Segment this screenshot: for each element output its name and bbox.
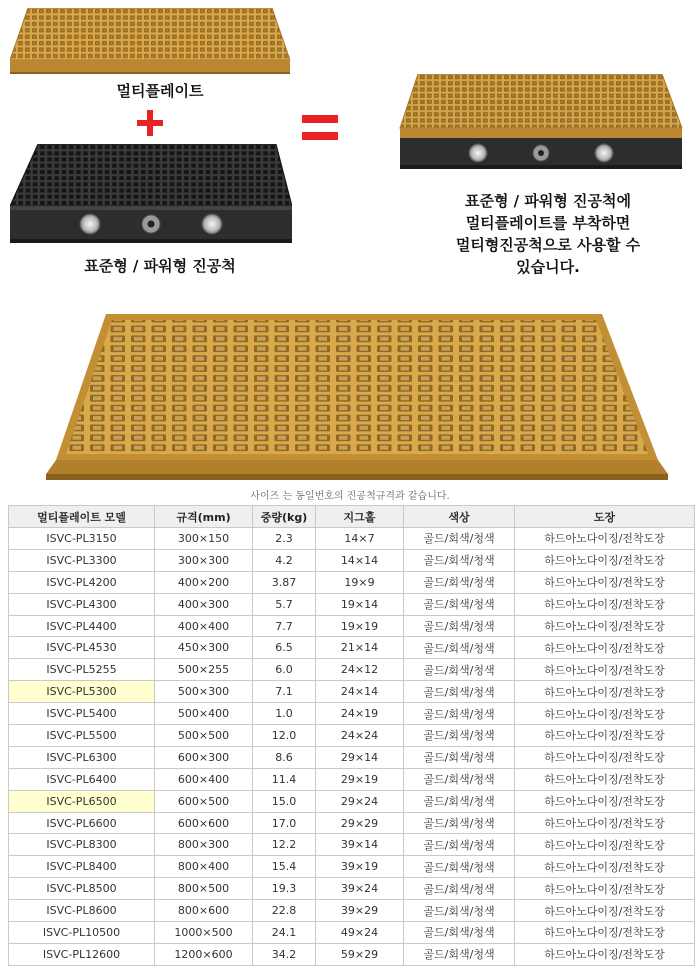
- cell-weight: 7.7: [253, 615, 316, 637]
- cell-paint: 하드아노다이징/전착도장: [515, 834, 695, 856]
- cell-weight: 7.1: [253, 681, 316, 703]
- cell-model: ISVC-PL8500: [9, 878, 155, 900]
- cell-jig-hole: 14×14: [316, 549, 404, 571]
- cell-size: 500×500: [155, 725, 253, 747]
- cell-weight: 24.1: [253, 922, 316, 944]
- cell-paint: 하드아노다이징/전착도장: [515, 746, 695, 768]
- cell-weight: 19.3: [253, 878, 316, 900]
- header-color: 색상: [404, 506, 515, 528]
- cell-size: 400×400: [155, 615, 253, 637]
- cell-size: 1200×600: [155, 943, 253, 965]
- cell-jig-hole: 19×14: [316, 593, 404, 615]
- cell-size: 800×400: [155, 856, 253, 878]
- cell-color: 골드/회색/청색: [404, 571, 515, 593]
- cell-weight: 22.8: [253, 900, 316, 922]
- multiplate-image: [10, 8, 290, 74]
- cell-paint: 하드아노다이징/전착도장: [515, 637, 695, 659]
- cell-size: 400×200: [155, 571, 253, 593]
- cell-model: ISVC-PL8300: [9, 834, 155, 856]
- cell-size: 500×300: [155, 681, 253, 703]
- table-row: [9, 943, 695, 965]
- cell-size: 450×300: [155, 637, 253, 659]
- cell-color: 골드/회색/청색: [404, 637, 515, 659]
- cell-weight: 12.0: [253, 725, 316, 747]
- cell-size: 300×300: [155, 549, 253, 571]
- table-row: [9, 900, 695, 922]
- cell-jig-hole: 39×24: [316, 878, 404, 900]
- cell-model: ISVC-PL6400: [9, 768, 155, 790]
- cell-color: 골드/회색/청색: [404, 593, 515, 615]
- cell-paint: 하드아노다이징/전착도장: [515, 922, 695, 944]
- cell-weight: 1.0: [253, 703, 316, 725]
- cell-paint: 하드아노다이징/전착도장: [515, 878, 695, 900]
- cell-color: 골드/회색/청색: [404, 725, 515, 747]
- cell-paint: 하드아노다이징/전착도장: [515, 593, 695, 615]
- table-header-row: [9, 506, 695, 528]
- cell-color: 골드/회색/청색: [404, 528, 515, 550]
- header-paint: 도장: [515, 506, 695, 528]
- cell-paint: 하드아노다이징/전착도장: [515, 943, 695, 965]
- cell-model: ISVC-PL4300: [9, 593, 155, 615]
- table-row: [9, 549, 695, 571]
- cell-size: 500×255: [155, 659, 253, 681]
- cell-color: 골드/회색/청색: [404, 703, 515, 725]
- cell-color: 골드/회색/청색: [404, 615, 515, 637]
- cell-color: 골드/회색/청색: [404, 768, 515, 790]
- cell-jig-hole: 19×9: [316, 571, 404, 593]
- table-row: [9, 922, 695, 944]
- cell-weight: 5.7: [253, 593, 316, 615]
- cell-jig-hole: 19×19: [316, 615, 404, 637]
- table-row: [9, 593, 695, 615]
- header-model: 멀티플레이트 모델: [9, 506, 155, 528]
- cell-weight: 3.87: [253, 571, 316, 593]
- table-row: [9, 834, 695, 856]
- cell-color: 골드/회색/청색: [404, 790, 515, 812]
- table-row: [9, 681, 695, 703]
- description-line: 멀티형진공척으로 사용할 수: [455, 236, 641, 254]
- table-row: [9, 790, 695, 812]
- table-row: [9, 528, 695, 550]
- cell-paint: 하드아노다이징/전착도장: [515, 812, 695, 834]
- cell-model: ISVC-PL6600: [9, 812, 155, 834]
- cell-weight: 4.2: [253, 549, 316, 571]
- cell-color: 골드/회색/청색: [404, 834, 515, 856]
- multiplate-label: 멀티플레이트: [116, 82, 204, 100]
- table-row: [9, 768, 695, 790]
- cell-size: 300×150: [155, 528, 253, 550]
- table-row: [9, 746, 695, 768]
- cell-color: 골드/회색/청색: [404, 549, 515, 571]
- description-line: 표준형 / 파워형 진공척에: [464, 192, 632, 210]
- cell-jig-hole: 29×29: [316, 812, 404, 834]
- cell-weight: 2.3: [253, 528, 316, 550]
- cell-size: 400×300: [155, 593, 253, 615]
- table-row: [9, 878, 695, 900]
- cell-paint: 하드아노다이징/전착도장: [515, 615, 695, 637]
- cell-paint: 하드아노다이징/전착도장: [515, 528, 695, 550]
- cell-color: 골드/회색/청색: [404, 856, 515, 878]
- table-row: [9, 725, 695, 747]
- cell-paint: 하드아노다이징/전착도장: [515, 768, 695, 790]
- cell-jig-hole: 21×14: [316, 637, 404, 659]
- combined-chuck-image: [398, 74, 684, 170]
- cell-color: 골드/회색/청색: [404, 746, 515, 768]
- cell-weight: 12.2: [253, 834, 316, 856]
- cell-jig-hole: 24×12: [316, 659, 404, 681]
- cell-paint: 하드아노다이징/전착도장: [515, 703, 695, 725]
- cell-model: ISVC-PL5300: [9, 681, 155, 703]
- table-body: [9, 528, 695, 966]
- cell-color: 골드/회색/청색: [404, 812, 515, 834]
- equals-icon: [302, 115, 338, 141]
- cell-color: 골드/회색/청색: [404, 943, 515, 965]
- cell-jig-hole: 29×19: [316, 768, 404, 790]
- cell-size: 600×500: [155, 790, 253, 812]
- cell-paint: 하드아노다이징/전착도장: [515, 725, 695, 747]
- header-jig-hole: 지그홀: [316, 506, 404, 528]
- cell-model: ISVC-PL8400: [9, 856, 155, 878]
- cell-jig-hole: 39×29: [316, 900, 404, 922]
- cell-size: 500×400: [155, 703, 253, 725]
- header-size: 규격(mm): [155, 506, 253, 528]
- cell-jig-hole: 29×14: [316, 746, 404, 768]
- cell-jig-hole: 24×14: [316, 681, 404, 703]
- cell-jig-hole: 39×14: [316, 834, 404, 856]
- cell-model: ISVC-PL6300: [9, 746, 155, 768]
- cell-paint: 하드아노다이징/전착도장: [515, 856, 695, 878]
- cell-size: 1000×500: [155, 922, 253, 944]
- cell-paint: 하드아노다이징/전착도장: [515, 681, 695, 703]
- cell-model: ISVC-PL6500: [9, 790, 155, 812]
- cell-model: ISVC-PL12600: [9, 943, 155, 965]
- cell-weight: 6.5: [253, 637, 316, 659]
- combination-description: [418, 190, 678, 278]
- cell-weight: 11.4: [253, 768, 316, 790]
- cell-color: 골드/회색/청색: [404, 922, 515, 944]
- cell-jig-hole: 29×24: [316, 790, 404, 812]
- vacuum-chuck-label: 표준형 / 파워형 진공척: [84, 257, 236, 275]
- size-caption: 사이즈 는 동일번호의 진공척규격과 같습니다.: [250, 491, 450, 502]
- cell-jig-hole: 49×24: [316, 922, 404, 944]
- table-row: [9, 615, 695, 637]
- cell-size: 600×400: [155, 768, 253, 790]
- cell-model: ISVC-PL5400: [9, 703, 155, 725]
- cell-paint: 하드아노다이징/전착도장: [515, 900, 695, 922]
- spec-table: [8, 505, 695, 966]
- cell-model: ISVC-PL3300: [9, 549, 155, 571]
- cell-weight: 15.0: [253, 790, 316, 812]
- cell-model: ISVC-PL4200: [9, 571, 155, 593]
- cell-color: 골드/회색/청색: [404, 681, 515, 703]
- table-row: [9, 659, 695, 681]
- cell-size: 800×500: [155, 878, 253, 900]
- cell-weight: 15.4: [253, 856, 316, 878]
- table-row: [9, 571, 695, 593]
- cell-size: 600×600: [155, 812, 253, 834]
- cell-weight: 34.2: [253, 943, 316, 965]
- cell-jig-hole: 14×7: [316, 528, 404, 550]
- plus-icon: [137, 110, 163, 136]
- cell-model: ISVC-PL5255: [9, 659, 155, 681]
- description-line: 멀티플레이트를 부착하면: [465, 214, 631, 232]
- cell-model: ISVC-PL8600: [9, 900, 155, 922]
- cell-weight: 6.0: [253, 659, 316, 681]
- cell-model: ISVC-PL3150: [9, 528, 155, 550]
- cell-color: 골드/회색/청색: [404, 659, 515, 681]
- cell-size: 800×300: [155, 834, 253, 856]
- cell-paint: 하드아노다이징/전착도장: [515, 549, 695, 571]
- cell-jig-hole: 39×19: [316, 856, 404, 878]
- cell-paint: 하드아노다이징/전착도장: [515, 571, 695, 593]
- cell-jig-hole: 24×19: [316, 703, 404, 725]
- cell-paint: 하드아노다이징/전착도장: [515, 659, 695, 681]
- multiplate-large-image: [46, 314, 668, 484]
- table-row: [9, 637, 695, 659]
- description-line: 있습니다.: [516, 258, 580, 276]
- cell-weight: 17.0: [253, 812, 316, 834]
- cell-color: 골드/회색/청색: [404, 900, 515, 922]
- cell-model: ISVC-PL4400: [9, 615, 155, 637]
- cell-paint: 하드아노다이징/전착도장: [515, 790, 695, 812]
- cell-jig-hole: 24×24: [316, 725, 404, 747]
- table-row: [9, 812, 695, 834]
- header-weight: 중량(kg): [253, 506, 316, 528]
- cell-jig-hole: 59×29: [316, 943, 404, 965]
- cell-color: 골드/회색/청색: [404, 878, 515, 900]
- cell-weight: 8.6: [253, 746, 316, 768]
- cell-size: 800×600: [155, 900, 253, 922]
- cell-model: ISVC-PL10500: [9, 922, 155, 944]
- table-row: [9, 856, 695, 878]
- vacuum-chuck-image: [10, 144, 292, 244]
- table-row: [9, 703, 695, 725]
- cell-model: ISVC-PL5500: [9, 725, 155, 747]
- cell-size: 600×300: [155, 746, 253, 768]
- cell-model: ISVC-PL4530: [9, 637, 155, 659]
